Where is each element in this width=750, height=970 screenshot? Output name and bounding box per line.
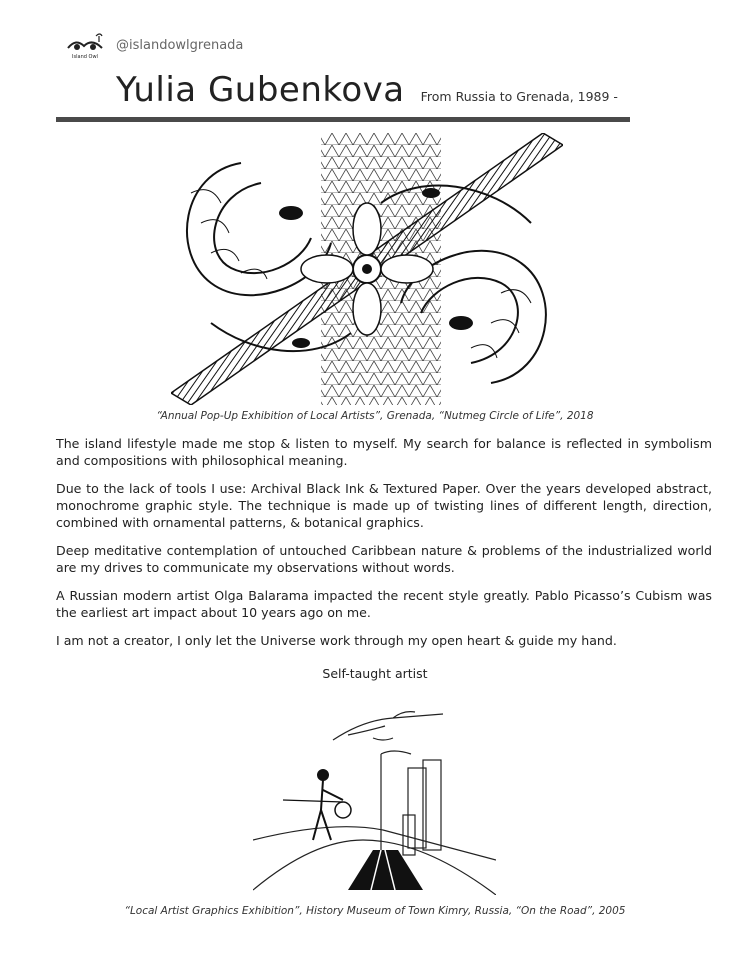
bio-paragraph: A Russian modern artist Olga Balarama impacted the recent style greatly. Pablo Picasso’s Cubism was the earliest art impact about 10 years ago on me. (56, 588, 712, 620)
header-handle-row (62, 30, 243, 60)
self-taught-label: Self-taught artist (322, 666, 428, 681)
bio-text (56, 435, 712, 660)
artwork-on-the-road (253, 690, 496, 895)
bio-paragraph: Due to the lack of tools I use: Archival Black Ink & Textured Paper. Over the years developed abstract, monochrome graphic style. The technique is made up of twisting lines of different length, direction, combined with ornamental patterns, & botanical graphics. (56, 481, 712, 530)
artist-origin: From Russia to Grenada, 1989 - (420, 89, 618, 104)
artist-name: Yulia Gubenkova (116, 70, 405, 110)
bio-paragraph: I am not a creator, I only let the Universe work through my open heart & guide my hand. (56, 633, 617, 648)
bio-paragraph: Deep meditative contemplation of untouched Caribbean nature & problems of the industrialized world are my drives to communicate my observations without words. (56, 543, 712, 575)
title-row (116, 70, 618, 110)
artwork-nutmeg-circle-of-life (171, 133, 563, 405)
artwork-1-caption: “Annual Pop-Up Exhibition of Local Artists”, Grenada, “Nutmeg Circle of Life”, 2018 (156, 410, 594, 422)
header-divider (56, 117, 630, 122)
bio-paragraph: The island lifestyle made me stop & listen to myself. My search for balance is reflected in symbolism and compositions with philosophical meaning. (56, 436, 712, 468)
logo-text: Island Owl (72, 54, 98, 60)
owl-logo-icon (62, 30, 108, 60)
artwork-2-caption: “Local Artist Graphics Exhibition”, History Museum of Town Kimry, Russia, “On the Road”, 2005 (124, 905, 626, 917)
social-handle: @islandowlgrenada (116, 37, 244, 53)
